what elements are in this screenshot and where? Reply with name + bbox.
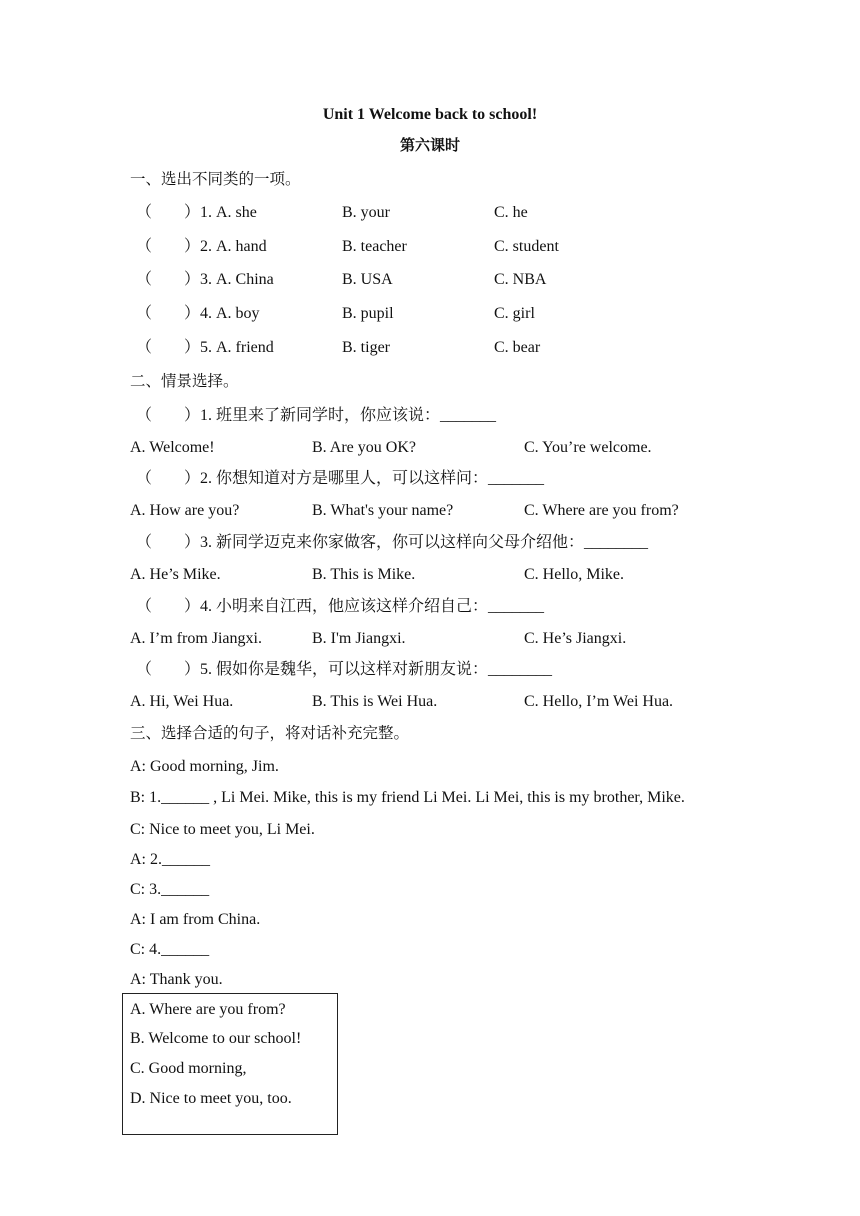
box-option-a: A. Where are you from?	[130, 1001, 286, 1018]
s1-item-4-c: C. girl	[494, 305, 535, 322]
dialogue-line-6: A: I am from China.	[130, 911, 261, 928]
s1-item-1-a: （ ）1. A. she	[136, 204, 257, 221]
s2-q5-option-b: B. This is Wei Hua.	[312, 693, 438, 710]
s2-question-1: （ ）1. 班里来了新同学时，你应该说：_______	[136, 407, 497, 424]
s1-item-4	[130, 304, 830, 324]
s2-q1-option-b: B. Are you OK?	[312, 439, 416, 456]
dialogue-line-2: B: 1.______ , Li Mei. Mike, this is my friend Li Mei. Li Mei, this is my brother, Mike.	[130, 789, 685, 806]
dialogue-line-4: A: 2.______	[130, 851, 210, 868]
s1-item-1	[130, 203, 830, 223]
s2-q4-option-b: B. I'm Jiangxi.	[312, 630, 406, 647]
s1-item-5-b: B. tiger	[342, 339, 390, 356]
s1-item-3	[130, 270, 830, 290]
s1-item-1-c: C. he	[494, 204, 528, 221]
section3-heading: 三、选择合适的句子，将对话补充完整。	[130, 725, 410, 742]
lesson-subtitle: 第六课时	[399, 138, 460, 154]
section1-heading: 一、选出不同类的一项。	[130, 171, 301, 188]
s2-q1-option-c: C. You’re welcome.	[524, 439, 652, 456]
s1-item-5-c: C. bear	[494, 339, 541, 356]
dialogue-line-7: C: 4.______	[130, 941, 210, 958]
dialogue-line-5: C: 3.______	[130, 881, 210, 898]
s2-q2-option-b: B. What's your name?	[312, 502, 454, 519]
s2-q1-option-a: A. Welcome!	[130, 439, 215, 456]
s2-q5-option-c: C. Hello, I’m Wei Hua.	[524, 693, 674, 710]
dialogue-line-1: A: Good morning, Jim.	[130, 758, 279, 775]
dialogue-line-8: A: Thank you.	[130, 971, 223, 988]
s2-options-5	[130, 692, 830, 712]
s2-options-1	[130, 438, 830, 458]
s2-q5-option-a: A. Hi, Wei Hua.	[130, 693, 234, 710]
page-title: Unit 1 Welcome back to school!	[322, 106, 538, 123]
s2-q3-option-b: B. This is Mike.	[312, 566, 416, 583]
s1-item-2-a: （ ）2. A. hand	[136, 238, 267, 255]
s2-q4-option-a: A. I’m from Jiangxi.	[130, 630, 262, 647]
s1-item-1-b: B. your	[342, 204, 390, 221]
s1-item-2-c: C. student	[494, 238, 559, 255]
s2-q3-option-c: C. Hello, Mike.	[524, 566, 624, 583]
s1-item-5	[130, 338, 830, 358]
s1-item-3-a: （ ）3. A. China	[136, 271, 274, 288]
s2-q2-option-c: C. Where are you from?	[524, 502, 679, 519]
s1-item-4-a: （ ）4. A. boy	[136, 305, 260, 322]
s2-options-2	[130, 501, 830, 521]
s2-q4-option-c: C. He’s Jiangxi.	[524, 630, 627, 647]
box-option-b: B. Welcome to our school!	[130, 1030, 302, 1047]
s2-question-3: （ ）3. 新同学迈克来你家做客，你可以这样向父母介绍他：________	[136, 534, 649, 551]
s2-question-4: （ ）4. 小明来自江西，他应该这样介绍自己：_______	[136, 598, 545, 615]
box-option-c: C. Good morning,	[130, 1060, 247, 1077]
box-option-d: D. Nice to meet you, too.	[130, 1090, 292, 1107]
s1-item-2	[130, 237, 830, 257]
s2-q2-option-a: A. How are you?	[130, 502, 240, 519]
s1-item-3-b: B. USA	[342, 271, 393, 288]
s2-options-4	[130, 629, 830, 649]
s1-item-4-b: B. pupil	[342, 305, 394, 322]
section2-heading: 二、情景选择。	[130, 373, 239, 390]
dialogue-line-3: C: Nice to meet you, Li Mei.	[130, 821, 315, 838]
s2-q3-option-a: A. He’s Mike.	[130, 566, 221, 583]
s1-item-3-c: C. NBA	[494, 271, 547, 288]
s1-item-2-b: B. teacher	[342, 238, 407, 255]
s2-question-2: （ ）2. 你想知道对方是哪里人，可以这样问：_______	[136, 470, 545, 487]
s2-question-5: （ ）5. 假如你是魏华，可以这样对新朋友说：________	[136, 661, 553, 678]
s1-item-5-a: （ ）5. A. friend	[136, 339, 274, 356]
s2-options-3	[130, 565, 830, 585]
